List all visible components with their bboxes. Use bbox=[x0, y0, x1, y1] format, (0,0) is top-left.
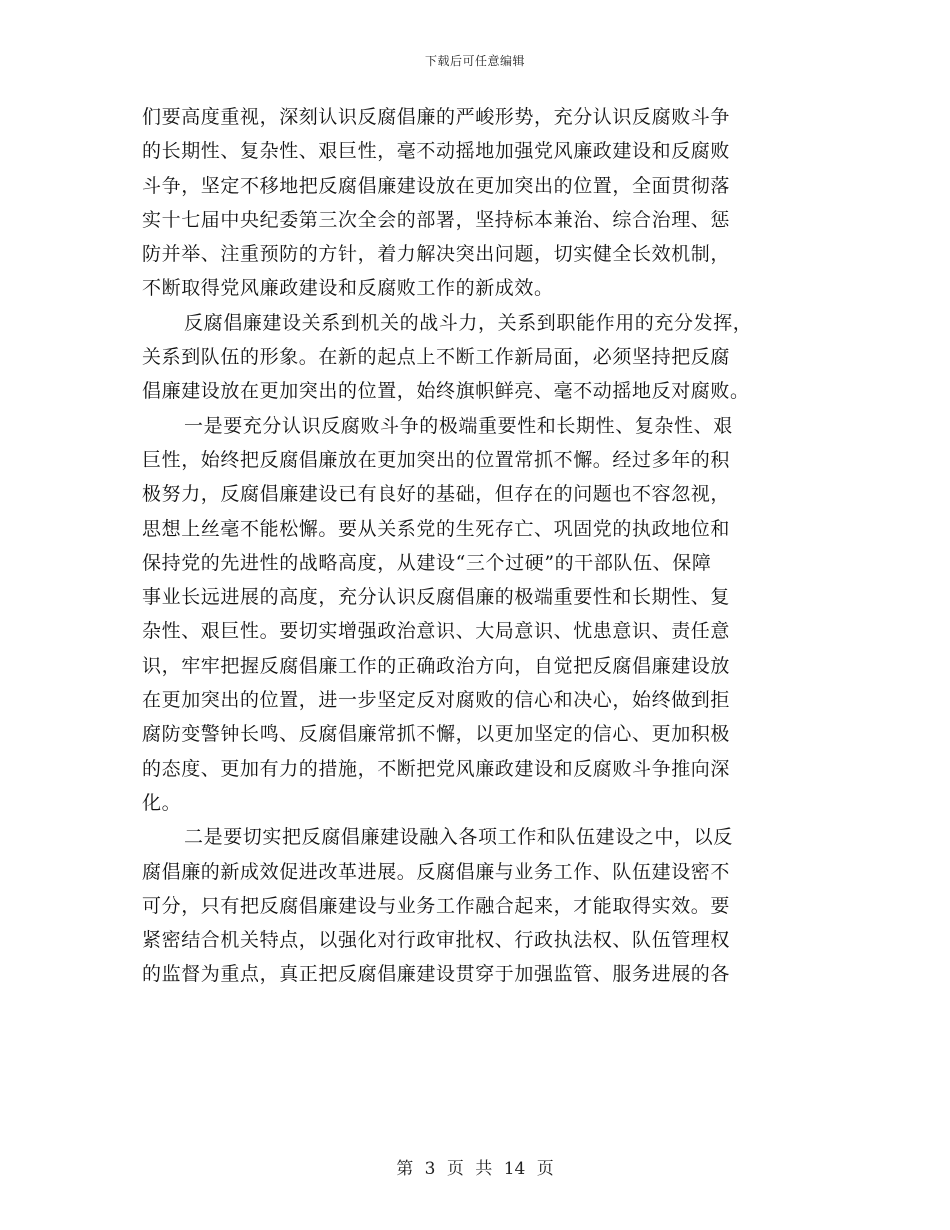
body-text-line: 事业长远进展的高度，充分认识反腐倡廉的极端重要性和长期性、复 bbox=[142, 586, 731, 609]
body-text-line: 反腐倡廉建设关系到机关的战斗力，关系到职能作用的充分发挥， bbox=[184, 311, 753, 334]
body-text-line: 一是要充分认识反腐败斗争的极端重要性和长期性、复杂性、艰 bbox=[184, 414, 733, 437]
body-text-line: 腐倡廉的新成效促进改革进展。反腐倡廉与业务工作、队伍建设密不 bbox=[142, 860, 731, 883]
body-text-line: 二是要切实把反腐倡廉建设融入各项工作和队伍建设之中，以反 bbox=[184, 826, 733, 849]
body-text-line: 在更加突出的位置，进一步坚定反对腐败的信心和决心，始终做到拒 bbox=[142, 689, 731, 712]
body-text-line: 斗争，坚定不移地把反腐倡廉建设放在更加突出的位置，全面贯彻落 bbox=[142, 174, 731, 197]
body-text-line: 的态度、更加有力的措施，不断把党风廉政建设和反腐败斗争推向深 bbox=[142, 757, 731, 780]
body-text-line: 倡廉建设放在更加突出的位置，始终旗帜鲜亮、毫不动摇地反对腐败。 bbox=[142, 380, 750, 403]
body-text-line: 保持党的先进性的战略高度，从建设“三个过硬”的干部队伍、保障 bbox=[142, 551, 712, 574]
body-text-line: 的监督为重点，真正把反腐倡廉建设贯穿于加强监管、服务进展的各 bbox=[142, 963, 731, 986]
body-text-line: 可分，只有把反腐倡廉建设与业务工作融合起来，才能取得实效。要 bbox=[142, 894, 731, 917]
body-text-line: 紧密结合机关特点，以强化对行政审批权、行政执法权、队伍管理权 bbox=[142, 929, 731, 952]
page-header-note: 下载后可任意编辑 bbox=[424, 54, 525, 68]
body-text-line: 防并举、注重预防的方针，着力解决突出问题，切实健全长效机制， bbox=[142, 243, 731, 266]
document-body bbox=[142, 100, 804, 992]
body-text-line: 关系到队伍的形象。在新的起点上不断工作新局面，必须坚持把反腐 bbox=[142, 346, 731, 369]
body-text-line: 思想上丝毫不能松懈。要从关系党的生死存亡、巩固党的执政地位和 bbox=[142, 517, 731, 540]
body-text-line: 杂性、艰巨性。要切实增强政治意识、大局意识、忧患意识、责任意 bbox=[142, 620, 731, 643]
page-number-footer: 第 3 页 共 14 页 bbox=[396, 1159, 554, 1179]
body-text-line: 不断取得党风廉政建设和反腐败工作的新成效。 bbox=[142, 277, 554, 300]
body-text-line: 识，牢牢把握反腐倡廉工作的正确政治方向，自觉把反腐倡廉建设放 bbox=[142, 654, 731, 677]
body-text-line: 化。 bbox=[142, 791, 182, 814]
body-text-line: 腐防变警钟长鸣、反腐倡廉常抓不懈，以更加坚定的信心、更加积极 bbox=[142, 723, 731, 746]
body-text-line: 巨性，始终把反腐倡廉放在更加突出的位置常抓不懈。经过多年的积 bbox=[142, 448, 731, 471]
body-text-line: 的长期性、复杂性、艰巨性，毫不动摇地加强党风廉政建设和反腐败 bbox=[142, 140, 731, 163]
body-text-line: 实十七届中央纪委第三次全会的部署，坚持标本兼治、综合治理、惩 bbox=[142, 208, 731, 231]
body-text-line: 们要高度重视，深刻认识反腐倡廉的严峻形势，充分认识反腐败斗争 bbox=[142, 106, 731, 128]
body-text-line: 极努力，反腐倡廉建设已有良好的基础，但存在的问题也不容忽视， bbox=[142, 483, 731, 506]
